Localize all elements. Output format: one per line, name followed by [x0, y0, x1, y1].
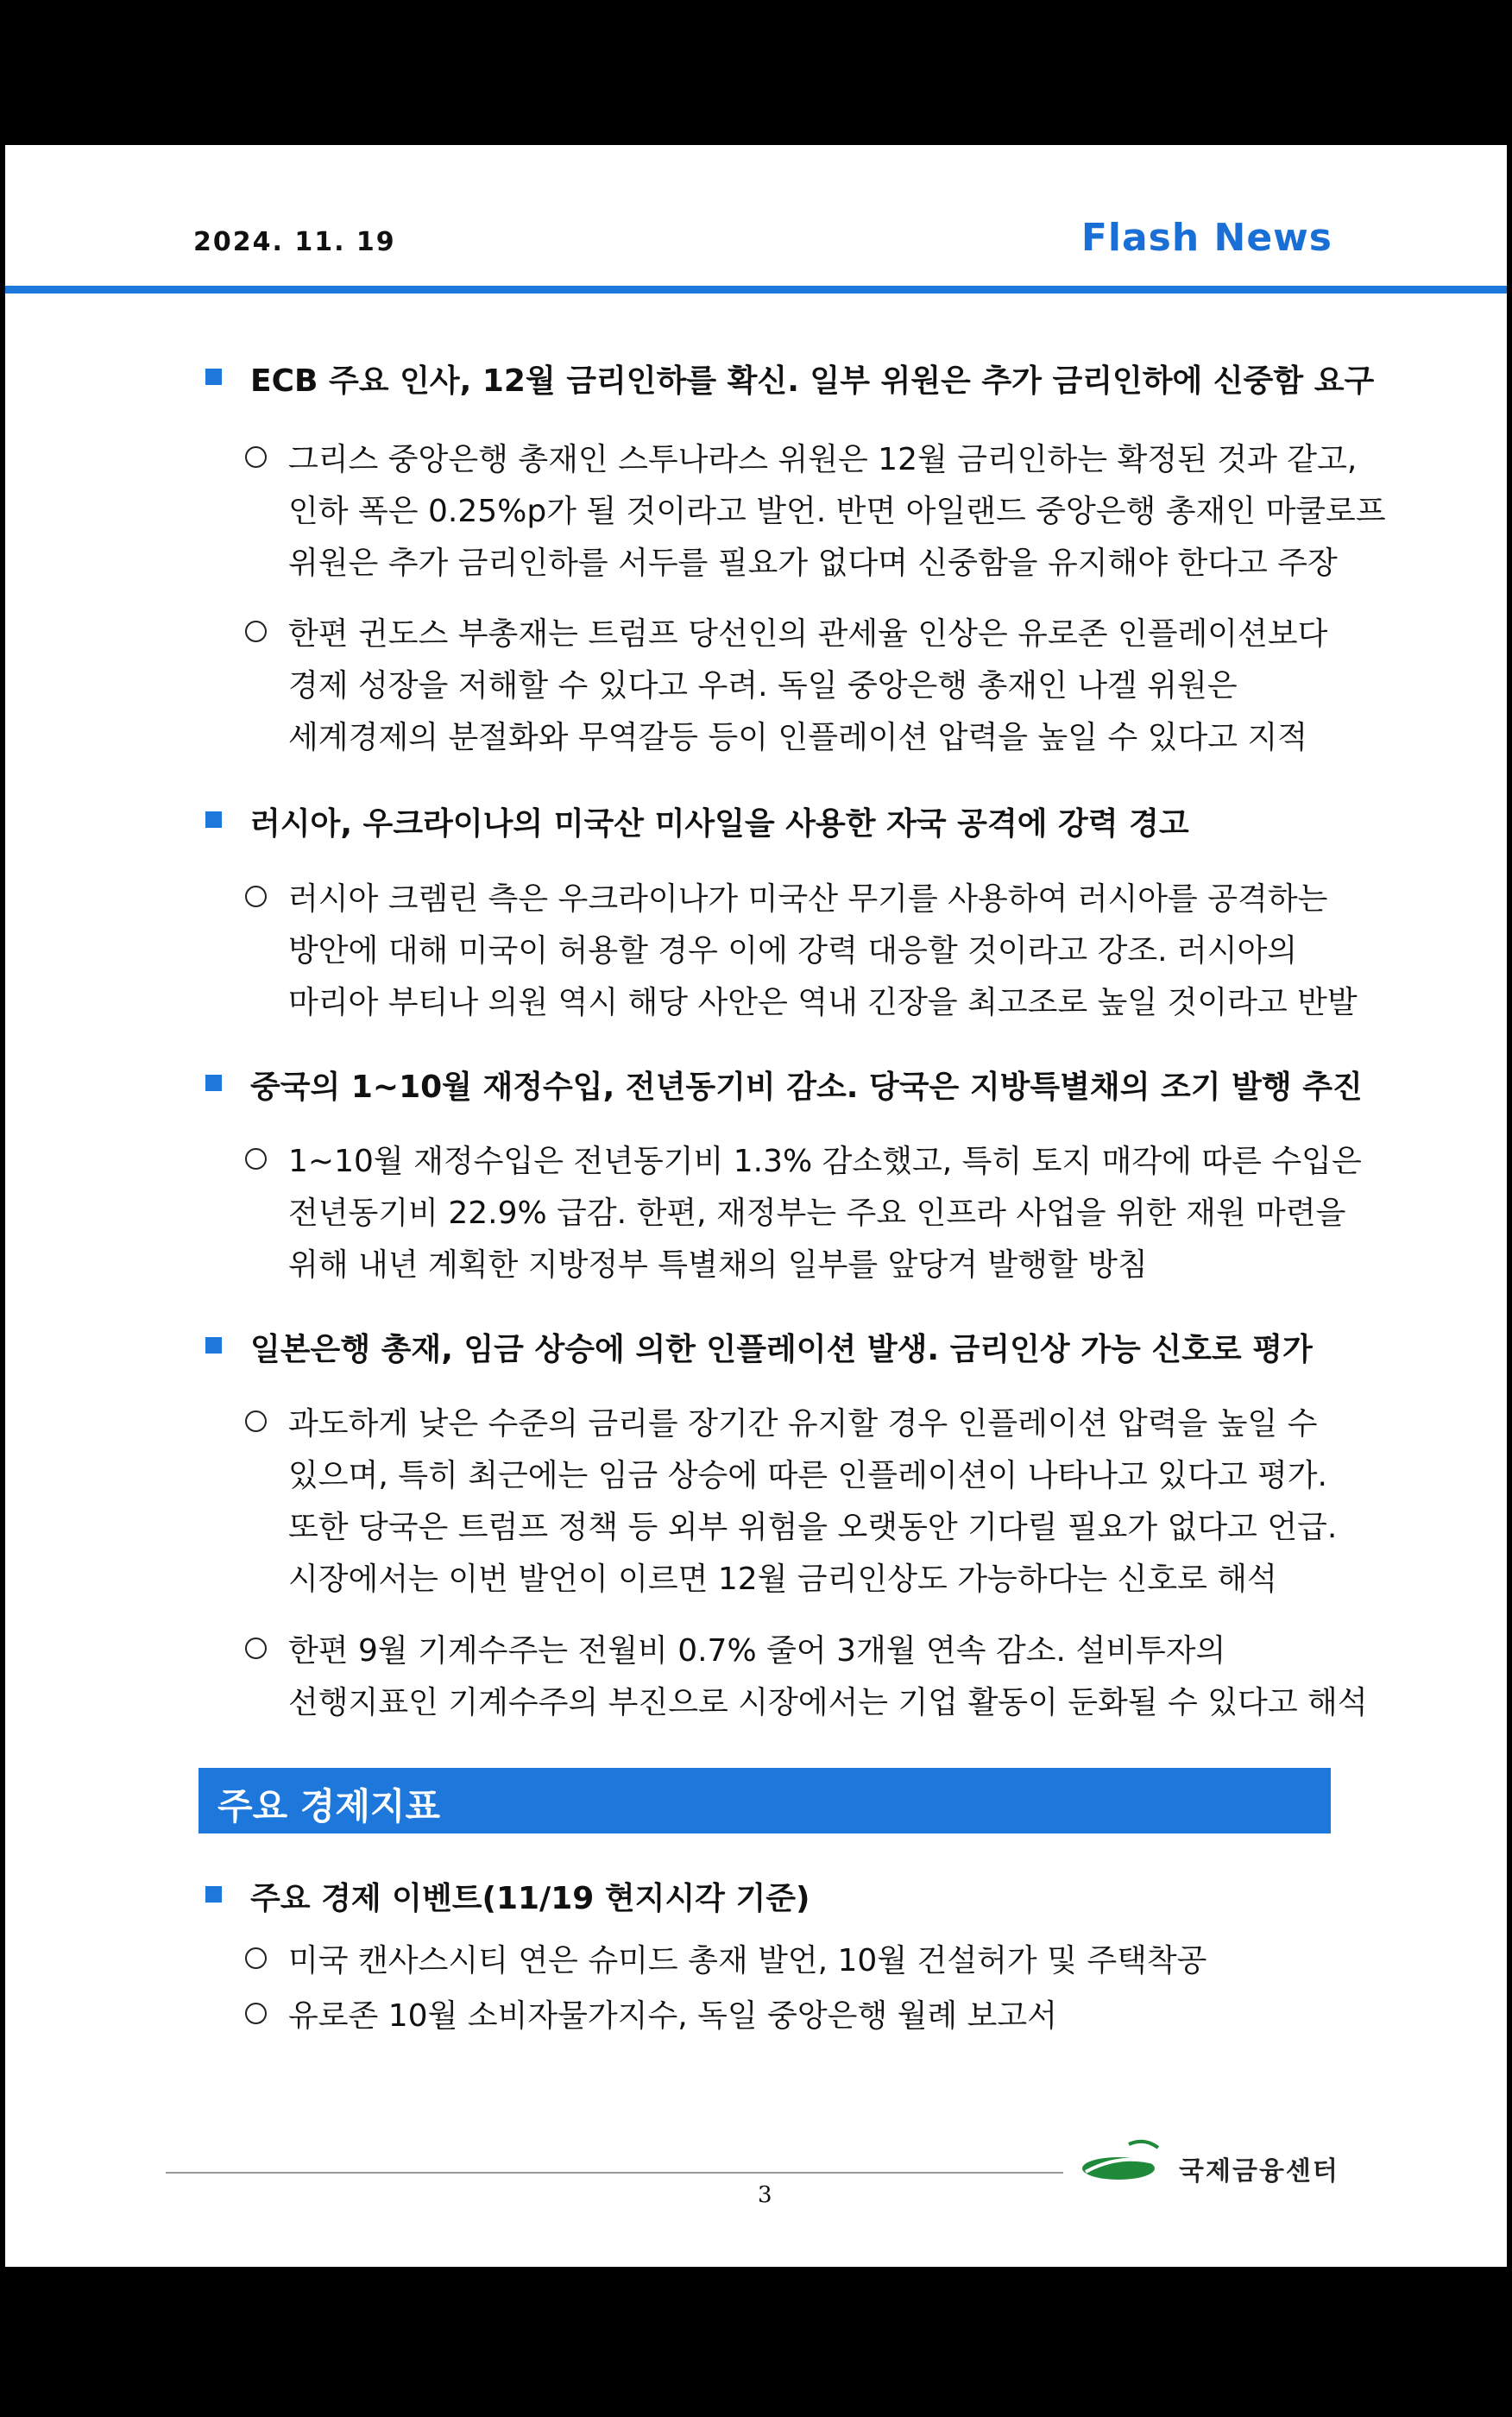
square-bullet-icon [205, 1337, 222, 1354]
brand-title: Flash News [1080, 216, 1332, 260]
indicators-section-bar: 주요 경제지표 [198, 1768, 1331, 1833]
square-bullet-icon [205, 1886, 222, 1903]
circle-bullet-icon [245, 1148, 267, 1170]
page-number: 3 [758, 2182, 772, 2208]
list-item: 과도하게 낮은 수준의 금리를 장기간 유지할 경우 인플레이션 압력을 높일 수 있으며, 특히 최근에는 임금 상승에 따른 인플레이션이 나타나고 있다고 평가. 또한 당국은 트럼프 정책 등 외부 위험을 오랫동안 기다릴 필요가 없다고 언급. 시장에서는 이번 발언이 이르면 12월 금리인상도 가능하다는 신호로 해석 [245, 1398, 1334, 1606]
list-item: 유로존 10월 소비자물가지수, 독일 중앙은행 월례 보고서 [245, 1991, 1334, 2042]
footer-rule [166, 2172, 1063, 2174]
list-item: 러시아 크렘린 측은 우크라이나가 미국산 무기를 사용하여 러시아를 공격하는 방안에 대해 미국이 허용할 경우 이에 강력 대응할 것이라고 강조. 러시아의 마리아 부티나 의원 역시 해당 사안은 역내 긴장을 최고조로 높일 것이라고 반발 [245, 874, 1334, 1029]
list-item: 1~10월 재정수입은 전년동기비 1.3% 감소했고, 특히 토지 매각에 따른 수입은 전년동기비 22.9% 급감. 한편, 재정부는 주요 인프라 사업을 위한 재원 마련을 위해 내년 계획한 지방정부 특별채의 일부를 앞당겨 발행할 방침 [245, 1136, 1334, 1291]
circle-bullet-icon [245, 446, 267, 468]
header-rule [5, 286, 1507, 293]
square-bullet-icon [205, 369, 222, 385]
circle-bullet-icon [245, 1947, 267, 1969]
org-name: 국제금융센터 [1179, 2156, 1339, 2187]
report-date: 2024. 11. 19 [193, 227, 396, 257]
list-item: 한편 9월 기계수주는 전월비 0.7% 줄어 3개월 연속 감소. 설비투자의 선행지표인 기계수주의 부진으로 시장에서는 기업 활동이 둔화될 수 있다고 해석 [245, 1625, 1334, 1729]
circle-bullet-icon [245, 621, 267, 642]
circle-bullet-icon [245, 2003, 267, 2024]
list-item: 미국 캔사스시티 연은 슈미드 총재 발언, 10월 건설허가 및 주택착공 [245, 1935, 1334, 1987]
circle-bullet-icon [245, 886, 267, 907]
square-bullet-icon [205, 1075, 222, 1091]
document-page: 2024. 11. 19 Flash News ECB 주요 인사, 12월 금리인하를 확신. 일부 위원은 추가 금리인하에 신중함 요구 그리스 중앙은행 총재인 스투나라스 위원은 12월 금리인하는 확정된 것과 같고, 인하 폭은 0.25%p가 될 것이라고 발언. 반면 아일랜드 중앙은행 총재인 마쿨로프 위원은 추가 금리인하를 서두를 필요가 없다며 신중함을 유지해야 한다고 주장 한편 귄도스 부총재는 트럼프 당선인의 관세율 인상은 유로존 인플레이션보다 경제 성장을 저해할 수 있다고 우려. 독일 중앙은행 총재인 나겔 위원은 세계경제의 분절화와 무역갈등 등이 인플레이션 압력을 높일 수 있다고 지적 러시아, 우크라이나의 미국산 미사일을 사용한 자국 공격에 강력 경고 러시아 크렘린 측은 우크라이나가 미국산 무기를 사용하여 러시아를 공격하는 방안에 대해 미국이 허용할 경우 이에 강력 대응할 것이라고 강조. 러시아의 마리아 부티나 의원 역시 해당 사안은 역내 긴장을 최고조로 높일 것이라고 반발 중국의 1~10월 재정수입, 전년동기비 감소. 당국은 지방특별채의 조기 발행 추진 1~10월 재정수입은 전년동기비 1.3% 감소했고, 특히 토지 매각에 따른 수입은 전년동기비 22.9% 급감. 한편, 재정부는 주요 인프라 사업을 위한 재원 마련을 위해 내년 계획한 지방정부 특별채의 일부를 앞당겨 발행할 방침 일본은행 총재, 임금 상승에 의한 인플레이션 발생. 금리인상 가능 신호로 평가 과도하게 낮은 수준의 금리를 장기간 유지할 경우 인플레이션 압력을 높일 수 있으며, 특히 최근에는 임금 상승에 따른 인플레이션이 나타나고 있다고 평가. 또한 당국은 트럼프 정책 등 외부 위험을 오랫동안 기다릴 필요가 없다고 언급. 시장에서는 이번 발언이 이르면 12월 금리인상도 가능하다는 신호로 해석 한편 9월 기계수주는 전월비 0.7% 줄어 3개월 연속 감소. 설비투자의 선행지표인 기계수주의 부진으로 시장에서는 기업 활동이 둔화될 수 있다고 해석 주요 경제지표 주요 경제 이벤트(11/19 현지시각 기준) 미국 캔사스시티 연은 슈미드 총재 발언, 10월 건설허가 및 주택착공 유로존 10월 소비자물가지수, 독일 중앙은행 월례 보고서 국제금융센터 3 [0, 145, 1512, 2267]
circle-bullet-icon [245, 1638, 267, 1659]
list-item: 그리스 중앙은행 총재인 스투나라스 위원은 12월 금리인하는 확정된 것과 같고, 인하 폭은 0.25%p가 될 것이라고 발언. 반면 아일랜드 중앙은행 총재인 마쿨로프 위원은 추가 금리인하를 서두를 필요가 없다며 신중함을 유지해야 한다고 주장 [245, 434, 1334, 590]
circle-bullet-icon [245, 1410, 267, 1432]
square-bullet-icon [205, 811, 222, 828]
list-item: 한편 귄도스 부총재는 트럼프 당선인의 관세율 인상은 유로존 인플레이션보다 경제 성장을 저해할 수 있다고 우려. 독일 중앙은행 총재인 나겔 위원은 세계경제의 분절화와 무역갈등 등이 인플레이션 압력을 높일 수 있다고 지적 [245, 609, 1334, 764]
